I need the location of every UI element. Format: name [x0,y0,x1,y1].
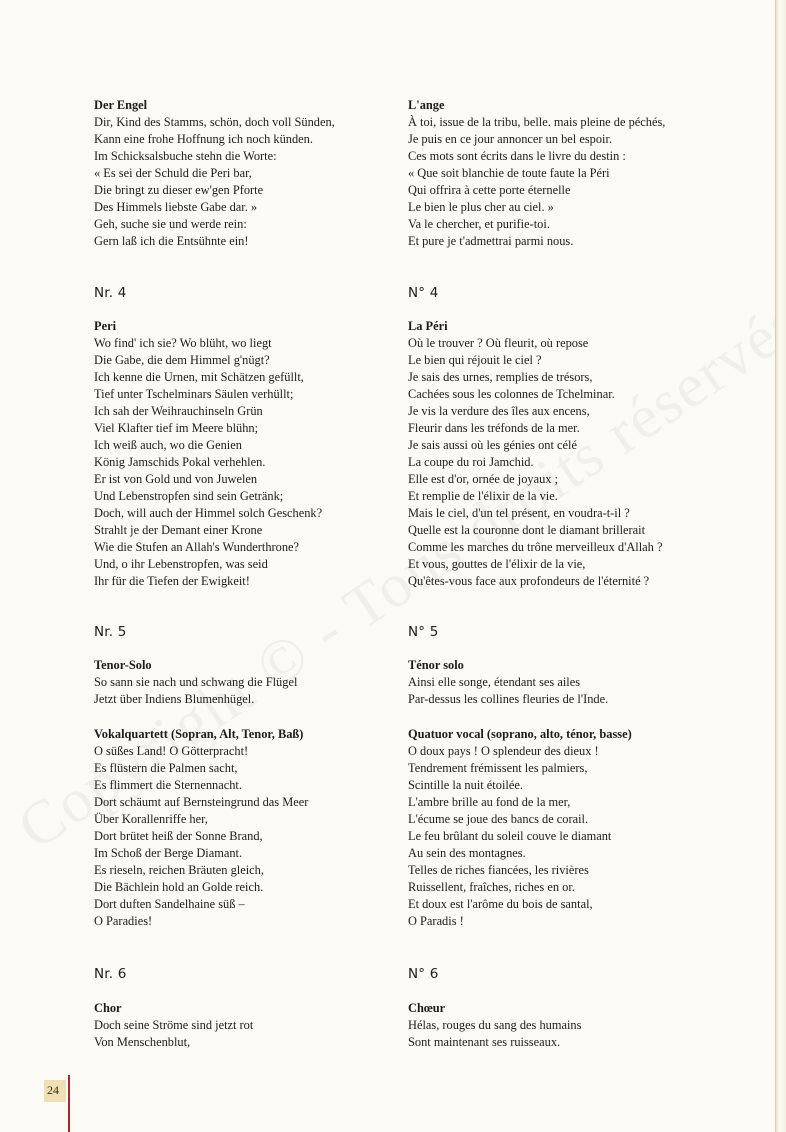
verse-line: So sann sie nach und schwang die Flügel [94,675,298,689]
stanza-chor-fr [408,1000,581,1051]
verse-line: Va le chercher, et purifie-toi. [408,217,550,231]
verse-line: Die Gabe, die dem Himmel g'nügt? [94,353,270,367]
stanza-quartett-de [94,726,308,930]
verse-line: Tief unter Tschelminars Säulen verhüllt; [94,387,294,401]
section-number: Nr. 4 [94,285,127,301]
verse-line: La coupe du roi Jamchid. [408,455,534,469]
verse-line: Es flüstern die Palmen sacht, [94,761,238,775]
verse-line: Kann eine frohe Hoffnung ich noch künden. [94,132,313,146]
verse-line: Viel Klafter tief im Meere blühn; [94,421,259,435]
verse-line: Et doux est l'arôme du bois de santal, [408,897,593,911]
verse-line: O doux pays ! O splendeur des dieux ! [408,744,599,758]
verse-line: Je puis en ce jour annoncer un bel espoir. [408,132,613,146]
verse-line: Je vis la verdure des îles aux encens, [408,404,590,418]
verse-line: Und, o ihr Lebenstropfen, was seid [94,557,268,571]
verse-line: Et pure je t'admettrai parmi nous. [408,234,574,248]
verse-line: Und Lebenstropfen sind sein Getränk; [94,489,284,503]
verse-line: Im Schicksalsbuche stehn die Worte: [94,149,277,163]
verse-line: Scintille la nuit étoilée. [408,778,523,792]
verse-line: Jetzt über Indiens Blumenhügel. [94,692,255,706]
german-column [94,0,424,1132]
verse-line: Au sein des montagnes. [408,846,526,860]
section-number: Nr. 5 [94,624,127,640]
verse-line: Er ist von Gold und von Juwelen [94,472,258,486]
verse-line: Die Bächlein hold an Golde reich. [94,880,264,894]
stanza-title: Ténor solo [408,658,464,672]
section-number: Nr. 6 [94,966,127,982]
page-edge [775,0,786,1132]
verse-line: Telles de riches fiancées, les rivières [408,863,589,877]
verse-line: Par-dessus les collines fleuries de l'Inde. [408,692,609,706]
stanza-title: Der Engel [94,98,148,112]
verse-line: Wie die Stufen an Allah's Wunderthrone? [94,540,300,554]
verse-line: Le feu brûlant du soleil couve le diamant [408,829,612,843]
verse-line: Ainsi elle songe, étendant ses ailes [408,675,581,689]
verse-line: Et remplie de l'élixir de la vie. [408,489,558,503]
verse-line: Fleurir dans les tréfonds de la mer. [408,421,580,435]
stanza-title: Chor [94,1001,122,1015]
verse-line: Über Korallenriffe her, [94,812,208,826]
french-column [408,0,738,1132]
verse-line: Le bien le plus cher au ciel. » [408,200,554,214]
verse-line: Ich sah der Weihrauchinseln Grün [94,404,263,418]
verse-line: O Paradis ! [408,914,464,928]
verse-line: Cachées sous les colonnes de Tchelminar. [408,387,615,401]
verse-line: Ich kenne die Urnen, mit Schätzen gefüllt, [94,370,304,384]
verse-line: Ihr für die Tiefen der Ewigkeit! [94,574,250,588]
stanza-chor-de [94,1000,253,1051]
stanza-title: Chœur [408,1001,446,1015]
section-number: N° 5 [408,624,439,640]
verse-line: Je sais des urnes, remplies de trésors, [408,370,593,384]
stanza-engel-de [94,97,335,250]
stanza-title: Vokalquartett (Sopran, Alt, Tenor, Baß) [94,727,304,741]
verse-line: Dir, Kind des Stamms, schön, doch voll Sünden, [94,115,335,129]
verse-line: Gern laß ich die Entsühnte ein! [94,234,249,248]
verse-line: Die bringt zu dieser ew'gen Pforte [94,183,264,197]
stanza-engel-fr [408,97,665,250]
section-number: N° 4 [408,285,439,301]
verse-line: Elle est d'or, ornée de joyaux ; [408,472,559,486]
stanza-peri-de [94,318,322,590]
margin-rule [68,1075,70,1132]
stanza-tenor-fr [408,657,608,708]
stanza-title: La Péri [408,319,448,333]
stanza-title: Quatuor vocal (soprano, alto, ténor, basse) [408,727,632,741]
stanza-tenor-de [94,657,297,708]
verse-line: Hélas, rouges du sang des humains [408,1018,582,1032]
verse-line: Le bien qui réjouit le ciel ? [408,353,542,367]
stanza-title: Peri [94,319,117,333]
verse-line: Ruissellent, fraîches, riches en or. [408,880,575,894]
verse-line: Geh, suche sie und werde rein: [94,217,247,231]
stanza-title: Tenor-Solo [94,658,152,672]
stanza-quartett-fr [408,726,632,930]
verse-line: Doch seine Ströme sind jetzt rot [94,1018,254,1032]
verse-line: À toi, issue de la tribu, belle. mais pleine de péchés, [408,115,666,129]
verse-line: Dort brütet heiß der Sonne Brand, [94,829,263,843]
verse-line: « Es sei der Schuld die Peri bar, [94,166,252,180]
verse-line: Es flimmert die Sternennacht. [94,778,242,792]
verse-line: L'ambre brille au fond de la mer, [408,795,571,809]
verse-line: Mais le ciel, d'un tel présent, en voudra-t-il ? [408,506,630,520]
verse-line: Des Himmels liebste Gabe dar. » [94,200,258,214]
verse-line: König Jamschids Pokal verhehlen. [94,455,266,469]
verse-line: Et vous, gouttes de l'élixir de la vie, [408,557,586,571]
verse-line: Qu'êtes-vous face aux profondeurs de l'éternité ? [408,574,650,588]
verse-line: Im Schoß der Berge Diamant. [94,846,243,860]
verse-line: Comme les marches du trône merveilleux d'Allah ? [408,540,663,554]
verse-line: Quelle est la couronne dont le diamant brillerait [408,523,646,537]
verse-line: O süßes Land! O Götterpracht! [94,744,249,758]
verse-line: Sont maintenant ses ruisseaux. [408,1035,561,1049]
verse-line: L'écume se joue des bancs de corail. [408,812,589,826]
verse-line: Tendrement frémissent les palmiers, [408,761,588,775]
verse-line: « Que soit blanchie de toute faute la Péri [408,166,610,180]
section-number: N° 6 [408,966,439,982]
verse-line: Ces mots sont écrits dans le livre du destin : [408,149,626,163]
verse-line: Où le trouver ? Où fleurit, où repose [408,336,589,350]
verse-line: Je sais aussi où les génies ont célé [408,438,577,452]
verse-line: Dort duften Sandelhaine süß – [94,897,245,911]
stanza-peri-fr [408,318,662,590]
verse-line: Qui offrira à cette porte éternelle [408,183,571,197]
verse-line: Von Menschenblut, [94,1035,191,1049]
verse-line: Es rieseln, reichen Bräuten gleich, [94,863,264,877]
stanza-title: L'ange [408,98,445,112]
verse-line: Wo find' ich sie? Wo blüht, wo liegt [94,336,272,350]
verse-line: Ich weiß auch, wo die Genien [94,438,242,452]
verse-line: Doch, will auch der Himmel solch Geschenk? [94,506,323,520]
verse-line: Strahlt je der Demant einer Krone [94,523,263,537]
verse-line: Dort schäumt auf Bernsteingrund das Meer [94,795,309,809]
page-number: 24 [47,1083,59,1097]
verse-line: O Paradies! [94,914,153,928]
